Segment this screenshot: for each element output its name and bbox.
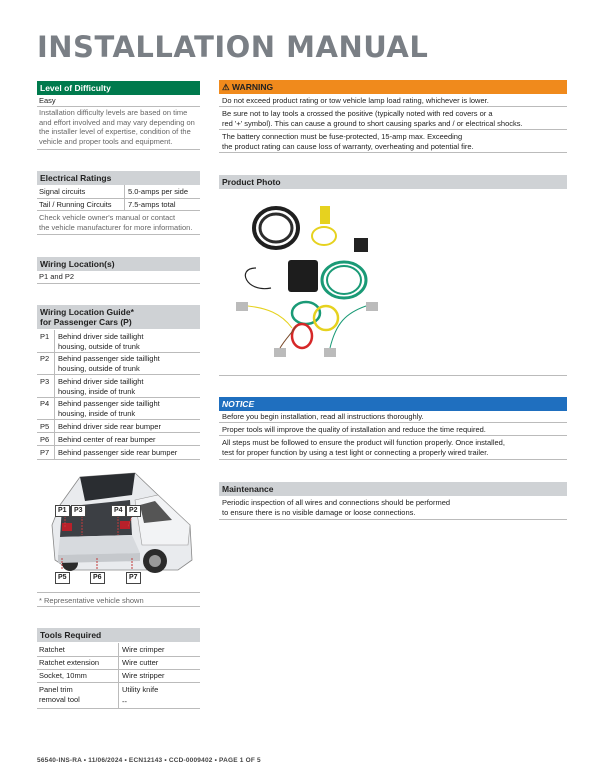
- tool-item: Utility knife: [122, 685, 159, 694]
- maintenance-text: Periodic inspection of all wires and connections should be performed to ensure there is no visible damage or loose connections.: [222, 498, 451, 517]
- tool-item: Panel trim: [39, 685, 73, 694]
- car-tag: P2: [126, 505, 141, 517]
- tool-item: Socket, 10mm: [39, 671, 87, 680]
- guide-text: Behind passenger side rear bumper: [58, 448, 178, 457]
- tool-item: removal tool: [39, 695, 80, 704]
- electrical-row-label: Tail / Running Circuits: [39, 200, 112, 209]
- guide-text: Behind driver side rear bumper: [58, 422, 161, 431]
- guide-code: P6: [40, 435, 50, 444]
- divider: [37, 210, 200, 211]
- guide-text: Behind driver side taillight housing, inside of trunk: [58, 377, 144, 396]
- divider: [219, 519, 567, 520]
- wiring-location-value: P1 and P2: [39, 272, 75, 281]
- divider: [37, 234, 200, 235]
- guide-code: P4: [40, 399, 50, 408]
- warning-item: The battery connection must be fuse-protected, 15-amp max. Exceeding the product rating can cause loss of warranty, overheating and potential fire.: [222, 132, 474, 151]
- tool-item: Wire crimper: [122, 645, 165, 654]
- notice-item: Before you begin installation, read all instructions thoroughly.: [222, 412, 424, 421]
- electrical-note: Check vehicle owner's manual or contact the vehicle manufacturer for more information.: [39, 213, 193, 232]
- product-photo-header: Product Photo: [219, 175, 567, 189]
- divider: [219, 375, 567, 376]
- divider: [37, 283, 200, 284]
- tool-item: --: [122, 697, 127, 706]
- warning-icon: ⚠: [222, 82, 230, 92]
- difficulty-description: Installation difficulty levels are based on time and effort involved and may vary depending on the installer level of expertise, condition of the vehicle and proper tools and equipment.: [39, 108, 195, 146]
- page-footer: 56540-INS-RA • 11/06/2024 • ECN12143 • CCD-0009402 • PAGE 1 OF 5: [37, 757, 261, 764]
- tool-item: Ratchet: [39, 645, 65, 654]
- divider: [37, 592, 200, 593]
- guide-code: P7: [40, 448, 50, 457]
- notice-item: Proper tools will improve the quality of installation and reduce the time required.: [222, 425, 486, 434]
- guide-text: Behind center of rear bumper: [58, 435, 156, 444]
- car-caption: * Representative vehicle shown: [39, 596, 144, 605]
- warning-item: Be sure not to lay tools a crossed the positive (typically noted with red covers or a red '+' symbol). This can cause a ground to short causing sparks and / or electrical shocks.: [222, 109, 523, 128]
- divider: [37, 606, 200, 607]
- maintenance-header: Maintenance: [219, 482, 567, 496]
- electrical-header: Electrical Ratings: [37, 171, 200, 185]
- guide-text: Behind driver side taillight housing, outside of trunk: [58, 332, 144, 351]
- warning-header: ⚠ WARNING: [219, 80, 567, 94]
- divider: [37, 106, 200, 107]
- car-tag: P3: [71, 505, 86, 517]
- tools-header: Tools Required: [37, 628, 200, 642]
- guide-code: P5: [40, 422, 50, 431]
- electrical-row-label: Signal circuits: [39, 187, 86, 196]
- guide-header: Wiring Location Guide* for Passenger Cars (P): [37, 305, 200, 329]
- car-tag: P1: [55, 505, 70, 517]
- divider: [124, 185, 125, 210]
- car-tag: P7: [126, 572, 141, 584]
- difficulty-header: Level of Difficulty: [37, 81, 200, 95]
- electrical-row-value: 5.0-amps per side: [128, 187, 189, 196]
- divider: [37, 149, 200, 150]
- guide-code: P2: [40, 354, 50, 363]
- notice-header: NOTICE: [219, 397, 567, 411]
- difficulty-level: Easy: [39, 96, 56, 105]
- warning-item: Do not exceed product rating or tow vehicle lamp load rating, whichever is lower.: [222, 96, 489, 105]
- car-tag: P4: [111, 505, 126, 517]
- car-tag: P5: [55, 572, 70, 584]
- tool-item: Ratchet extension: [39, 658, 100, 667]
- tool-item: Wire cutter: [122, 658, 159, 667]
- page-title: INSTALLATION MANUAL: [37, 30, 429, 64]
- guide-text: Behind passenger side taillight housing, inside of trunk: [58, 399, 160, 418]
- guide-code: P1: [40, 332, 50, 341]
- product-photo: [226, 198, 386, 370]
- wiring-location-header: Wiring Location(s): [37, 257, 200, 271]
- electrical-row-value: 7.5-amps total: [128, 200, 176, 209]
- guide-text: Behind passenger side taillight housing, outside of trunk: [58, 354, 160, 373]
- car-tag: P6: [90, 572, 105, 584]
- tool-item: Wire stripper: [122, 671, 165, 680]
- guide-code: P3: [40, 377, 50, 386]
- divider: [37, 198, 200, 199]
- car-illustration: [40, 465, 200, 585]
- notice-item: All steps must be followed to ensure the product will function properly. Once installed, test for proper function by using a test light or connecting a properly wired trailer.: [222, 438, 505, 457]
